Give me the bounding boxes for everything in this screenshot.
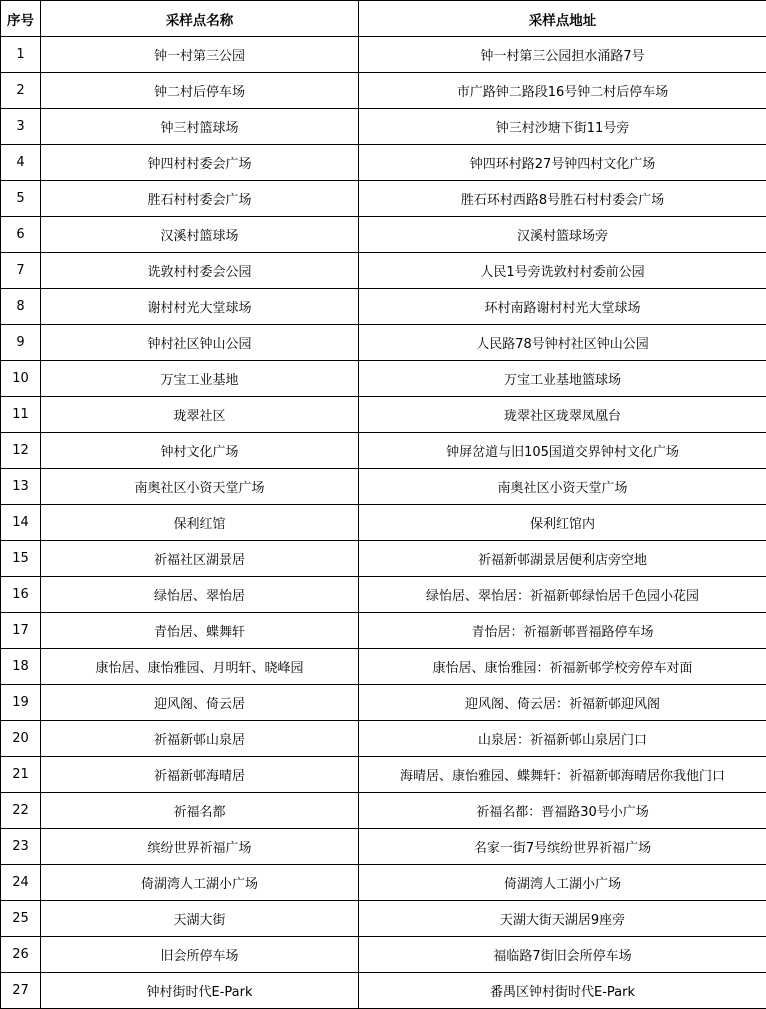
row-index: 15 [1, 541, 41, 577]
table-row [1, 289, 766, 325]
row-index: 6 [1, 217, 41, 253]
site-address: 山泉居：祈福新邨山泉居门口 [359, 721, 766, 757]
row-index: 27 [1, 973, 41, 1009]
site-name: 祈福新邨山泉居 [41, 721, 359, 757]
site-address: 钟一村第三公园担水涌路7号 [359, 37, 766, 73]
site-name: 万宝工业基地 [41, 361, 359, 397]
table-row [1, 937, 766, 973]
table-row [1, 361, 766, 397]
site-address: 南奥社区小资天堂广场 [359, 469, 766, 505]
table-row [1, 109, 766, 145]
site-name: 诜敦村村委会公园 [41, 253, 359, 289]
row-index: 17 [1, 613, 41, 649]
site-address: 汉溪村篮球场旁 [359, 217, 766, 253]
table-row [1, 397, 766, 433]
row-index: 10 [1, 361, 41, 397]
table-row [1, 505, 766, 541]
site-address: 福临路7街旧会所停车场 [359, 937, 766, 973]
site-address: 绿怡居、翠怡居：祈福新邨绿怡居千色园小花园 [359, 577, 766, 613]
table-row [1, 73, 766, 109]
table-row [1, 721, 766, 757]
table-row [1, 793, 766, 829]
row-index: 1 [1, 37, 41, 73]
row-index: 22 [1, 793, 41, 829]
site-address: 环村南路谢村村光大堂球场 [359, 289, 766, 325]
table-row [1, 685, 766, 721]
site-address: 人民路78号钟村社区钟山公园 [359, 325, 766, 361]
site-name: 钟村文化广场 [41, 433, 359, 469]
site-name: 迎风阁、倚云居 [41, 685, 359, 721]
site-address: 天湖大街天湖居9座旁 [359, 901, 766, 937]
table-row [1, 433, 766, 469]
site-address: 康怡居、康怡雅园：祈福新邨学校旁停车对面 [359, 649, 766, 685]
site-address: 钟四环村路27号钟四村文化广场 [359, 145, 766, 181]
header-site-name: 采样点名称 [41, 1, 359, 37]
site-name: 汉溪村篮球场 [41, 217, 359, 253]
row-index: 4 [1, 145, 41, 181]
table-row [1, 325, 766, 361]
site-name: 谢村村光大堂球场 [41, 289, 359, 325]
site-name: 缤纷世界祈福广场 [41, 829, 359, 865]
site-name: 南奥社区小资天堂广场 [41, 469, 359, 505]
table-row [1, 973, 766, 1009]
site-address: 珑翠社区珑翠凤凰台 [359, 397, 766, 433]
header-index: 序号 [1, 1, 41, 37]
site-name: 钟村社区钟山公园 [41, 325, 359, 361]
row-index: 8 [1, 289, 41, 325]
table-row [1, 757, 766, 793]
site-name: 绿怡居、翠怡居 [41, 577, 359, 613]
table-row [1, 865, 766, 901]
site-name: 祈福社区湖景居 [41, 541, 359, 577]
row-index: 12 [1, 433, 41, 469]
site-address: 海晴居、康怡雅园、蝶舞轩：祈福新邨海晴居你我他门口 [359, 757, 766, 793]
site-name: 胜石村村委会广场 [41, 181, 359, 217]
table-row [1, 253, 766, 289]
table-row [1, 145, 766, 181]
site-name: 天湖大街 [41, 901, 359, 937]
row-index: 21 [1, 757, 41, 793]
site-address: 市广路钟二路段16号钟二村后停车场 [359, 73, 766, 109]
table-row [1, 469, 766, 505]
site-name: 青怡居、蝶舞轩 [41, 613, 359, 649]
row-index: 13 [1, 469, 41, 505]
row-index: 19 [1, 685, 41, 721]
row-index: 11 [1, 397, 41, 433]
site-address: 保利红馆内 [359, 505, 766, 541]
row-index: 5 [1, 181, 41, 217]
site-name: 康怡居、康怡雅园、月明轩、晓峰园 [41, 649, 359, 685]
site-name: 旧会所停车场 [41, 937, 359, 973]
row-index: 7 [1, 253, 41, 289]
site-address: 番禺区钟村街时代E-Park [359, 973, 766, 1009]
row-index: 9 [1, 325, 41, 361]
table-row [1, 613, 766, 649]
site-address: 钟三村沙塘下街11号旁 [359, 109, 766, 145]
site-name: 钟一村第三公园 [41, 37, 359, 73]
site-name: 珑翠社区 [41, 397, 359, 433]
site-address: 万宝工业基地篮球场 [359, 361, 766, 397]
site-address: 祈福新邨湖景居便利店旁空地 [359, 541, 766, 577]
table-row [1, 217, 766, 253]
site-name: 祈福名都 [41, 793, 359, 829]
table-row [1, 541, 766, 577]
site-name: 祈福新邨海晴居 [41, 757, 359, 793]
row-index: 18 [1, 649, 41, 685]
table-row [1, 181, 766, 217]
table-row [1, 829, 766, 865]
row-index: 14 [1, 505, 41, 541]
site-name: 钟四村村委会广场 [41, 145, 359, 181]
table-row [1, 649, 766, 685]
header-row [1, 1, 766, 37]
table-row [1, 577, 766, 613]
row-index: 16 [1, 577, 41, 613]
site-address: 祈福名都：晋福路30号小广场 [359, 793, 766, 829]
site-address: 名家一街7号缤纷世界祈福广场 [359, 829, 766, 865]
row-index: 3 [1, 109, 41, 145]
site-address: 人民1号旁诜敦村村委前公园 [359, 253, 766, 289]
site-name: 保利红馆 [41, 505, 359, 541]
site-name: 钟二村后停车场 [41, 73, 359, 109]
site-address: 倚湖湾人工湖小广场 [359, 865, 766, 901]
table-row [1, 901, 766, 937]
site-address: 青怡居：祈福新邨晋福路停车场 [359, 613, 766, 649]
site-name: 倚湖湾人工湖小广场 [41, 865, 359, 901]
site-address: 迎风阁、倚云居：祈福新邨迎风阁 [359, 685, 766, 721]
header-site-address: 采样点地址 [359, 1, 766, 37]
site-name: 钟三村篮球场 [41, 109, 359, 145]
site-address: 钟屏岔道与旧105国道交界钟村文化广场 [359, 433, 766, 469]
row-index: 2 [1, 73, 41, 109]
site-name: 钟村街时代E-Park [41, 973, 359, 1009]
row-index: 24 [1, 865, 41, 901]
row-index: 20 [1, 721, 41, 757]
row-index: 25 [1, 901, 41, 937]
row-index: 23 [1, 829, 41, 865]
site-address: 胜石环村西路8号胜石村村委会广场 [359, 181, 766, 217]
table-row [1, 37, 766, 73]
row-index: 26 [1, 937, 41, 973]
